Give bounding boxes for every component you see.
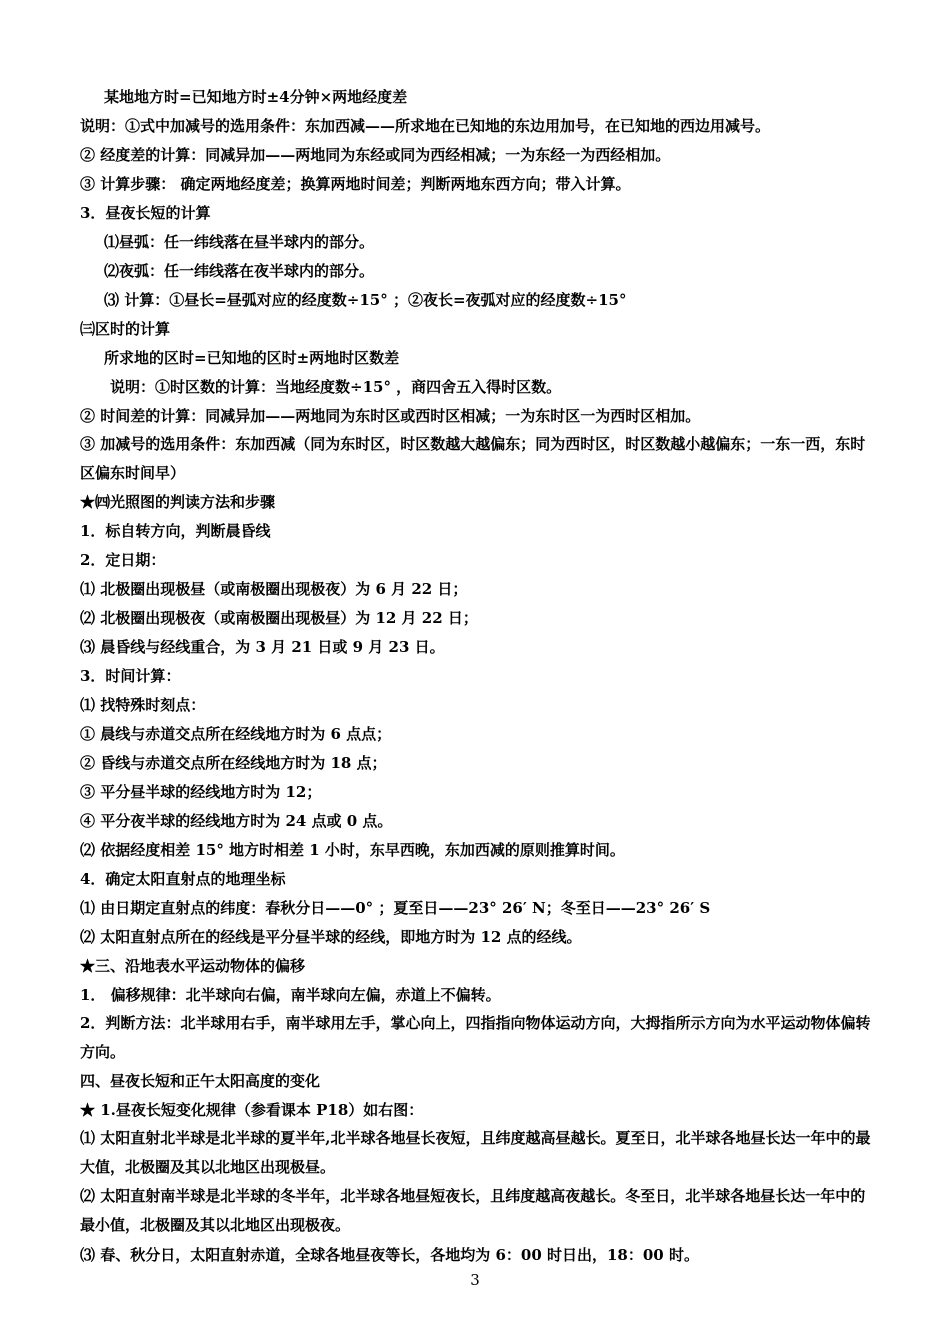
time-item-midnight: ④ 平分夜半球的经线地方时为 24 点或 0 点。 (80, 812, 393, 830)
date-item-3: ⑶ 晨昏线与经线重合，为 3 月 21 日或 9 月 23 日。 (80, 638, 445, 656)
time-item-rule: ⑵ 依据经度相差 15° 地方时相差 1 小时，东早西晚，东加西减的原则推算时间。 (80, 841, 625, 859)
time-item-dusk: ② 昏线与赤道交点所在经线地方时为 18 点； (80, 754, 387, 772)
time-item-dawn: ① 晨线与赤道交点所在经线地方时为 6 点点； (80, 725, 392, 743)
time-item-noon: ③ 平分昼半球的经线地方时为 12； (80, 783, 322, 801)
heading-day-length-sun-height: 四、昼夜长短和正午太阳高度的变化 (80, 1072, 321, 1090)
step-date: 2．定日期： (80, 551, 166, 569)
date-item-2: ⑵ 北极圈出现极夜（或南极圈出现极昼）为 12 月 22 日； (80, 609, 478, 627)
formula-local-time: 某地地方时=已知地方时±4分钟×两地经度差 (104, 88, 408, 106)
time-item-special: ⑴ 找特殊时刻点： (80, 696, 206, 714)
deflection-method: 2．判断方法：北半球用右手，南半球用左手，掌心向上，四指指向物体运动方向，大拇指所示方向为水平运动物体偏转方向。 (80, 1014, 871, 1061)
heading-zone-time: ㈢区时的计算 (80, 320, 171, 338)
note-steps: ③ 计算步骤： 确定两地经度差；换算两地时间差；判断两地东西方向；带入计算。 (80, 175, 631, 193)
heading-illumination-map: ★㈣光照图的判读方法和步骤 (80, 493, 276, 511)
item-day-arc: ⑴昼弧：任一纬线落在昼半球内的部分。 (104, 233, 375, 251)
note-time-diff: ② 时间差的计算：同减异加——两地同为东时区或西时区相减；一为东时区一为西时区相加。 (80, 407, 701, 425)
step-time-calc: 3．时间计算： (80, 667, 181, 685)
formula-zone-time: 所求地的区时=已知地的区时±两地时区数差 (104, 349, 400, 367)
item-calc: ⑶ 计算：①昼长=昼弧对应的经度数÷15° ；②夜长=夜弧对应的经度数÷15° (104, 291, 627, 309)
item-night-arc: ⑵夜弧：任一纬线落在夜半球内的部分。 (104, 262, 375, 280)
subsolar-longitude: ⑵ 太阳直射点所在的经线是平分昼半球的经线，即地方时为 12 点的经线。 (80, 928, 582, 946)
note-zone-number: 说明：①时区数的计算：当地经度数÷15° ，商四舍五入得时区数。 (110, 378, 562, 396)
rule-equinox: ⑶ 春、秋分日，太阳直射赤道，全球各地昼夜等长，各地均为 6：00 时日出，18：00 时。 (80, 1246, 699, 1264)
step-subsolar: 4．确定太阳直射点的地理坐标 (80, 870, 286, 888)
page-number: 3 (470, 1271, 480, 1289)
rule-north-summer: ⑴ 太阳直射北半球是北半球的夏半年,北半球各地昼长夜短，且纬度越高昼越长。夏至日，北半球各地昼长达一年中的最大值，北极圈及其以北地区出现极昼。 (80, 1129, 871, 1176)
date-item-1: ⑴ 北极圈出现极昼（或南极圈出现极夜）为 6 月 22 日； (80, 580, 468, 598)
heading-deflection: ★三、沿地表水平运动物体的偏移 (80, 957, 306, 975)
note-zone-sign-rule: ③ 加减号的选用条件：东加西减（同为东时区，时区数越大越偏东；同为西时区，时区数越小越偏东；一东一西，东时区偏东时间早） (80, 435, 866, 482)
subheading-day-length-rule: ★ 1.昼夜长短变化规律（参看课本 P18）如右图： (80, 1101, 424, 1119)
step-rotation: 1．标自转方向，判断晨昏线 (80, 522, 271, 540)
rule-north-winter: ⑵ 太阳直射南半球是北半球的冬半年，北半球各地昼短夜长，且纬度越高夜越长。冬至日，北半球各地昼长达一年中的最小值，北极圈及其以北地区出现极夜。 (80, 1187, 866, 1234)
heading-day-night-length: 3．昼夜长短的计算 (80, 204, 211, 222)
deflection-rule: 1． 偏移规律：北半球向右偏，南半球向左偏，赤道上不偏转。 (80, 986, 501, 1004)
note-longitude-diff: ② 经度差的计算：同减异加——两地同为东经或同为西经相减；一为东经一为西经相加。 (80, 146, 671, 164)
subsolar-latitude: ⑴ 由日期定直射点的纬度：春秋分日——0° ；夏至日——23° 26′ N；冬至日——23° 26′ S (80, 899, 711, 917)
note-sign-rule: 说明：①式中加减号的选用条件：东加西减——所求地在已知地的东边用加号，在已知地的西边用减号。 (80, 117, 771, 135)
